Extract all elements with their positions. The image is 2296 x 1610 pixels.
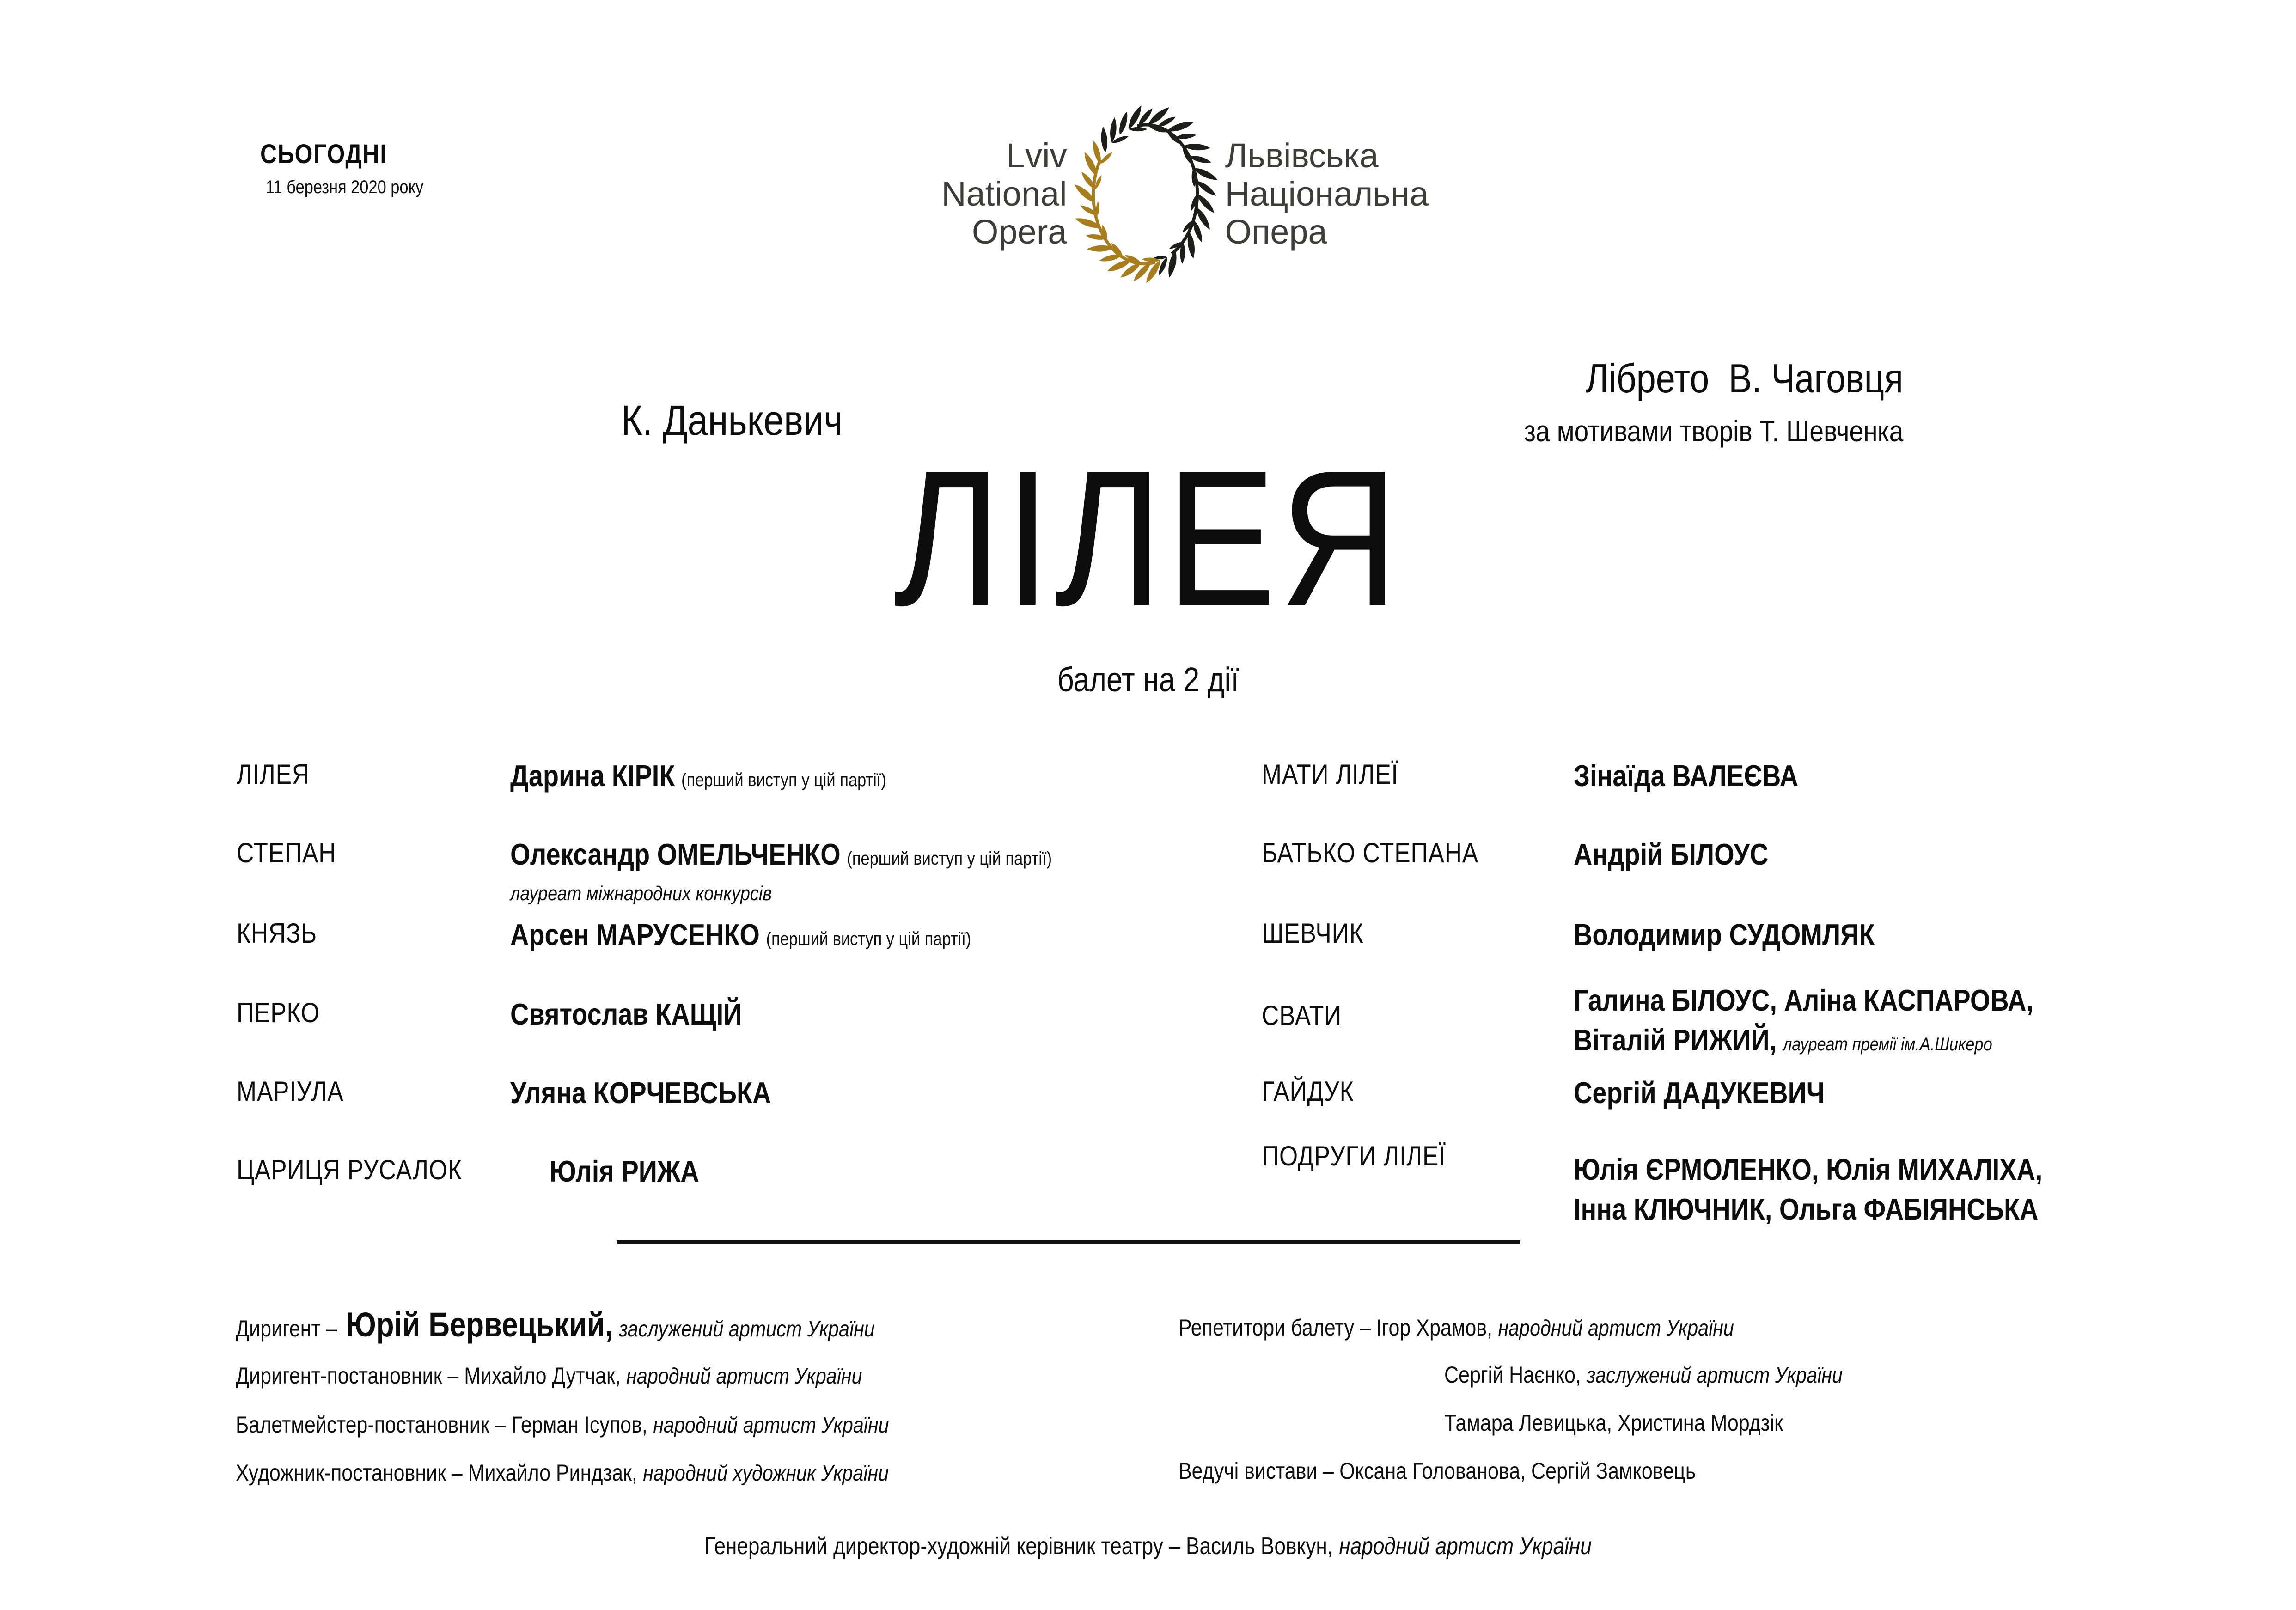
logo-text-en bbox=[941, 137, 1067, 252]
cast-role: ПЕРКО bbox=[237, 997, 320, 1028]
cast-role: СТЕПАН bbox=[237, 837, 336, 868]
cast-role: КНЯЗЬ bbox=[237, 918, 317, 949]
cast-names: Олександр ОМЕЛЬЧЕНКО (перший виступ у цій партії) лауреат міжнародних конкурсів bbox=[510, 835, 1140, 904]
credit-repetiteur-1: Репетитори балету – Ігор Храмов, народний артист України bbox=[1179, 1315, 1734, 1341]
cast-row bbox=[1262, 1138, 2119, 1229]
credit-designer: Художник-постановник – Михайло Риндзак, народний художник України bbox=[236, 1460, 889, 1486]
composer: К. Данькевич bbox=[621, 397, 843, 444]
credit-conductor-director: Диригент-постановник – Михайло Дутчак, народний артист України bbox=[236, 1363, 862, 1389]
cast-names: Святослав КАЩІЙ bbox=[510, 997, 742, 1031]
cast-role: БАТЬКО СТЕПАНА bbox=[1262, 837, 1479, 868]
logo-en-line: National bbox=[941, 174, 1067, 213]
cast-names: Дарина КІРІК (перший виступ у цій партії) bbox=[510, 759, 886, 793]
cast-names: Зінаїда ВАЛЕЄВА bbox=[1574, 759, 1799, 793]
cast-role: ЛІЛЕЯ bbox=[237, 759, 310, 790]
credit-hosts: Ведучі вистави – Оксана Голованова, Сергій Замковець bbox=[1179, 1458, 1696, 1484]
libretto-line1: Лібрето В. Чаговця bbox=[1585, 355, 1903, 401]
cast-role: МАТИ ЛІЛЕЇ bbox=[1262, 759, 1398, 790]
cast-row bbox=[1262, 756, 1835, 796]
cast-row bbox=[237, 915, 1046, 955]
cast-role: СВАТИ bbox=[1262, 1000, 1342, 1031]
cast-names: Андрій БІЛОУС bbox=[1574, 837, 1769, 871]
cast-names: Арсен МАРУСЕНКО (перший виступ у цій партії) bbox=[510, 918, 971, 951]
cast-row bbox=[1262, 915, 1924, 955]
logo-uk-line: Національна bbox=[1225, 174, 1429, 213]
ballet-title: ЛІЛЕЯ bbox=[893, 430, 1403, 646]
opera-logo bbox=[941, 105, 1429, 283]
cast-role: ПОДРУГИ ЛІЛЕЇ bbox=[1262, 1140, 1446, 1171]
logo-en-line: Lviv bbox=[1006, 136, 1067, 175]
cast-row bbox=[1262, 835, 1800, 874]
section-divider bbox=[617, 1240, 1520, 1244]
cast-role: ГАЙДУК bbox=[1262, 1076, 1354, 1107]
cast-row bbox=[237, 1152, 724, 1191]
cast-role: ЦАРИЦЯ РУСАЛОК bbox=[237, 1154, 462, 1185]
logo-uk-line: Львівська bbox=[1225, 136, 1379, 175]
cast-role: ШЕВЧИК bbox=[1262, 918, 1364, 949]
cast-row bbox=[1262, 981, 2108, 1060]
cast-names: Сергій ДАДУКЕВИЧ bbox=[1574, 1076, 1825, 1110]
cast-names: Уляна КОРЧЕВСЬКА bbox=[510, 1076, 771, 1110]
cast-names: Галина БІЛОУС, Аліна КАСПАРОВА, Віталій РИЖИЙ, лауреат премії ім.А.Шикеро bbox=[1574, 983, 2033, 1057]
credit-choreographer: Балетмейстер-постановник – Герман Ісупов, народний артист України bbox=[236, 1412, 889, 1438]
cast-row bbox=[1262, 1073, 1866, 1113]
logo-uk-line: Опера bbox=[1225, 213, 1327, 251]
cast-role: МАРІУЛА bbox=[237, 1076, 344, 1107]
cast-row bbox=[237, 994, 780, 1034]
credit-conductor: Диригент – Юрій Бервецький, заслужений артист України bbox=[236, 1305, 875, 1344]
masthead bbox=[260, 139, 449, 198]
cast-names: Юлія РИЖА bbox=[550, 1154, 699, 1188]
libretto-line2: за мотивами творів Т. Шевченка bbox=[1524, 415, 1903, 448]
credit-repetiteur-2: Сергій Наєнко, заслужений артист України bbox=[1444, 1362, 1843, 1388]
logo-en-line: Opera bbox=[971, 213, 1067, 251]
ballet-subtitle: балет на 2 дії bbox=[1057, 660, 1239, 699]
cast-laureate-note: лауреат міжнародних конкурсів bbox=[510, 882, 772, 905]
masthead-today: СЬОГОДНІ bbox=[260, 139, 387, 169]
cast-row bbox=[237, 756, 947, 796]
masthead-date: 11 березня 2020 року bbox=[266, 177, 424, 197]
cast-row bbox=[237, 835, 1140, 904]
palm-wreath-o-icon bbox=[1070, 105, 1222, 283]
cast-names: Володимир СУДОМЛЯК bbox=[1574, 918, 1875, 951]
libretto-credit bbox=[1462, 355, 1903, 448]
general-director-line: Генеральний директор-художній керівник театру – Василь Вовкун, народний артист України bbox=[704, 1533, 1592, 1560]
cast-row bbox=[237, 1073, 813, 1113]
credit-repetiteur-3: Тамара Левицька, Христина Мордзік bbox=[1444, 1410, 1783, 1436]
logo-text-uk bbox=[1225, 137, 1429, 252]
cast-names: Юлія ЄРМОЛЕНКО, Юлія МИХАЛІХА, Інна КЛЮЧНИК, Ольга ФАБІЯНСЬКА bbox=[1574, 1153, 2043, 1226]
